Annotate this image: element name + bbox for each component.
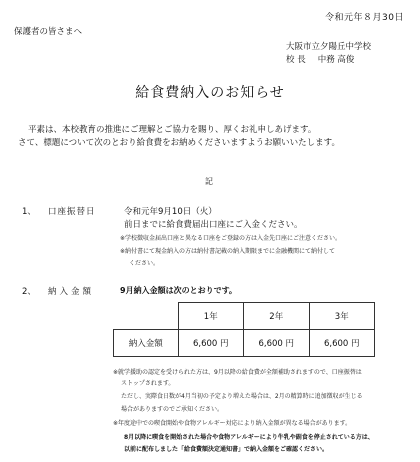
principal-name: 中務 高俊 [317, 55, 355, 65]
section-2-note-3: ただし、実際食日数が4月当初の予定より増えた場合は、2月の精算時に追加徴収が生じる [121, 393, 363, 400]
grade-2-header: 2年 [244, 303, 310, 330]
section-1-label: 口座振替日 [48, 207, 96, 217]
section-2-number: 2、 [22, 287, 36, 297]
bold-note-1: 8月以降に喫食を開始された場合や食物アレルギーにより牛乳や副食を停止されている方は、 [124, 434, 374, 441]
section-1-note-1: ※学校徴収金届出口座と異なる口座をご登録の方は入金先口座にご注意ください。 [120, 235, 342, 242]
greeting-line-2: さて、標題について次のとおり給食費をお納めくださいますようお願いいたします。 [18, 138, 340, 148]
fee-table [113, 302, 375, 357]
section-1-number: 1、 [22, 207, 36, 217]
greeting-line-1: 平素は、本校教育の推進にご理解とご協力を賜り、厚くお礼申しあげます。 [28, 125, 317, 135]
principal [286, 53, 366, 65]
grade-2-amount: 6,600 円 [244, 330, 310, 357]
grade-1-amount: 6,600 円 [178, 330, 244, 357]
section-2-note-5: ※年度途中での喫食開始や食物アレルギー対応により納入金額が異なる場合があります。 [113, 420, 352, 427]
document-title: 給食費納入のお知らせ [135, 85, 285, 101]
section-2-note-2: ストップされます。 [121, 380, 175, 387]
section-2-label: 納入金額 [48, 287, 95, 297]
transfer-date: 令和元年9月10日（火） [124, 207, 217, 217]
section-1-note-3: ください。 [129, 260, 160, 267]
ki-marker: 記 [205, 177, 213, 186]
fee-table-header-row [114, 303, 375, 330]
principal-role: 校 長 [286, 55, 306, 65]
school-name: 大阪市立夕陽丘中学校 [286, 42, 372, 52]
fee-table-amount-row [114, 330, 375, 357]
section-2-note-1: ※就学援助の認定を受けられた方は、9月以降の給食費が全額補助されますので、口座振替は [113, 369, 362, 376]
fee-table-corner [114, 303, 179, 330]
bold-note-2: 以前に配布しました「給食費額決定通知書」で納入金額をご確認ください。 [124, 446, 329, 453]
amount-row-label: 納入金額 [114, 330, 179, 357]
grade-3-amount: 6,600 円 [309, 330, 375, 357]
grade-1-header: 1年 [178, 303, 244, 330]
issue-date: 令和元年８月30日 [325, 13, 404, 23]
grade-3-header: 3年 [309, 303, 375, 330]
section-1-note-2: ※納付書にて現金納入の方は納付書記載の納入期限までに金融機関にて納付して [120, 248, 336, 255]
deposit-instruction: 前日までに給食費届出口座にご入金ください。 [124, 220, 303, 230]
section-2-heading: 9月納入金額は次のとおりです。 [120, 286, 237, 295]
section-2-note-4: 場合がありますのでご承知ください。 [121, 406, 224, 413]
addressee: 保護者の皆さまへ [14, 27, 83, 37]
